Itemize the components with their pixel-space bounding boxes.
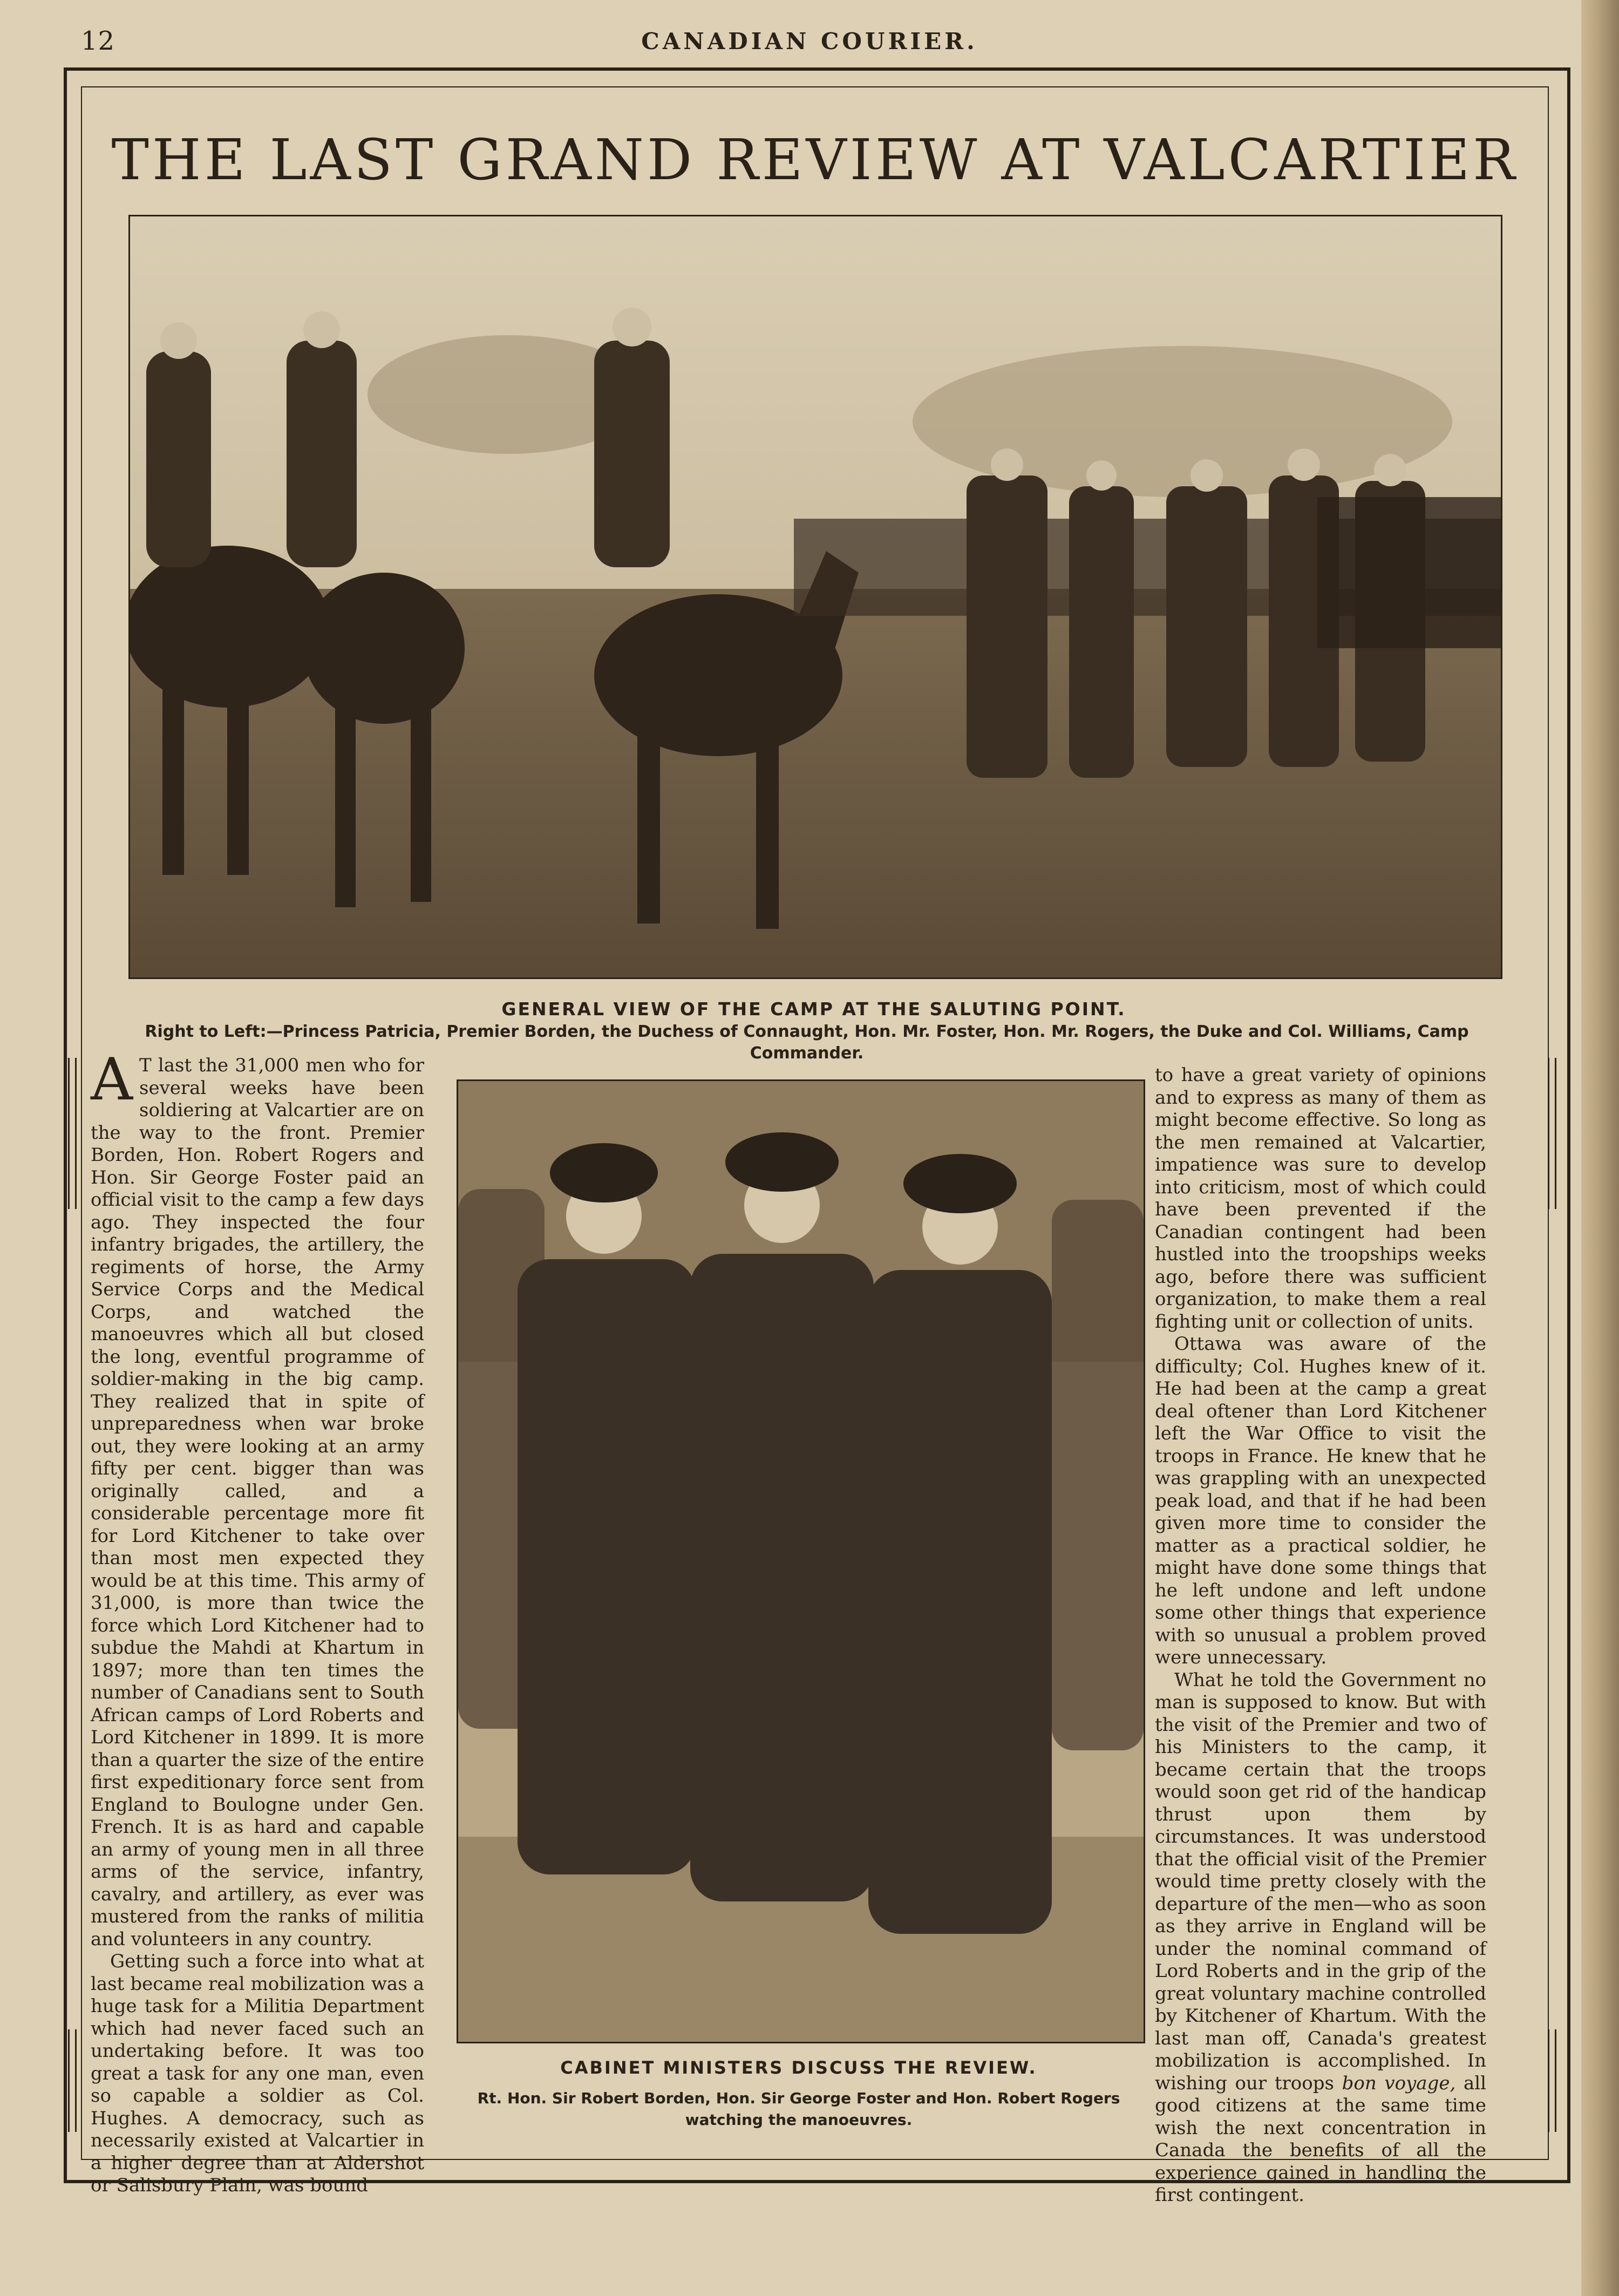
article-paragraph-3: to have a great variety of opinions and to express as many of them as might become effective. So long as the men remained at Valcartier, impatience was sure to develop into criticism, most of which could have been prevented if the Canadian contingent had been hustled into the troopships weeks ago, before there was sufficient organization, to make them a real fighting unit or collection of units. — [1155, 1064, 1486, 1333]
article-headline: THE LAST GRAND REVIEW AT VALCARTIER — [111, 127, 1519, 193]
article-dropcap: A — [91, 1046, 133, 1113]
page-number: 12 — [81, 26, 115, 56]
photo-saluting-point-image — [130, 216, 1501, 977]
photo-saluting-point-caption-text: Right to Left:—Princess Patricia, Premier Borden, the Duchess of Connaught, Hon. Mr. Foster, Hon. Mr. Rogers, the Duke and Col. Williams, Camp Commander. — [145, 1022, 1469, 1063]
frame-ornament-right — [1548, 1058, 1556, 1209]
page-binding-edge — [1581, 0, 1619, 2296]
photo-cabinet-ministers — [457, 1079, 1145, 2043]
article-paragraph-4: Ottawa was aware of the difficulty; Col. Hughes knew of it. He had been at the camp a great deal oftener than Lord Kitchener left the War Office to visit the troops in France. He knew that he was grappling with an unexpected peak load, and that if he had been given more time to consider the matter as a practical soldier, he might have done some things that he left undone and left undone some other things that experience with so unusual a problem proved were unnecessary. — [1155, 1333, 1486, 1668]
frame-ornament-left-bottom — [68, 2029, 77, 2132]
publication-masthead: CANADIAN COURIER. — [641, 28, 978, 55]
article-paragraph-1: A T last the 31,000 men who for several weeks have been soldiering at Valcartier are on the way to the front. Premier Borden, Hon. Robert Rogers and Hon. Sir George Foster paid an official visit to the camp a few days ago. They inspected the four infantry brigades, the artillery, the regiments of horse, the Army Service Corps and the Medical Corps, and watched the manoeuvres which all but closed the long, eventful programme of soldier-making in the big camp. They realized that in spite of unpreparedness when war broke out, they were looking at an army fifty per cent. bigger than was originally called, and a considerable percentage more fit for Lord Kitchener to take over than most men expected they would be at this time. This army of 31,000, is more than twice the force which Lord Kitchener had to subdue the Mahdi at Khartum in 1897; more than ten times the number of Canadians sent to South African camps of Lord Roberts and Lord Kitchener in 1899. It is more than a quarter the size of the entire first expeditionary force sent from England to Boulogne under Gen. French. It is as hard and capable an army of young men in all three arms of the service, infantry, cavalry, and artillery, as ever was mustered from the ranks of militia and volunteers in any country. — [91, 1046, 424, 1950]
frame-ornament-right-bottom — [1548, 2029, 1556, 2132]
photo-saluting-point — [128, 215, 1502, 979]
article-paragraph-2: Getting such a force into what at last became real mobilization was a huge task for a Militia Department which had never faced such an undertaking before. It was too great a task for any one man, even so capable a soldier as Col. Hughes. A democracy, such as necessarily existed at Valcartier in a higher degree than at Aldershot or Salisbury Plain, was bound — [91, 1951, 424, 2196]
photo-cabinet-ministers-caption-title: CABINET MINISTERS DISCUSS THE REVIEW. — [560, 2057, 1037, 2078]
article-paragraph-5: What he told the Government no man is supposed to know. But with the visit of the Premier and two of his Ministers to the camp, it became certain that the troops would soon get rid of the handicap thrust upon them by circumstances. It was understood that the official visit of the Premier would time pretty closely with the departure of the men—who as soon as they arrive in England will be under the nominal command of Lord Roberts and in the grip of the great voluntary machine controlled by Kitchener of Khartum. With the last man off, Canada's greatest mobilization is accomplished. In wishing our troops bon voyage, all good citizens at the same time wish the next concentration in Canada the benefits of all the experience gained in handling the first contingent. — [1155, 1669, 1486, 2206]
photo-cabinet-ministers-caption-text: Rt. Hon. Sir Robert Borden, Hon. Sir George Foster and Hon. Robert Rogers watching the manoeuvres. — [477, 2089, 1120, 2129]
article-column-right — [1155, 1064, 1486, 2207]
photo-cabinet-ministers-image — [458, 1081, 1144, 2042]
article-column-left — [91, 1046, 424, 2197]
frame-ornament-left — [68, 1058, 77, 1209]
photo-saluting-point-caption-title: GENERAL VIEW OF THE CAMP AT THE SALUTING POINT. — [501, 998, 1126, 1020]
